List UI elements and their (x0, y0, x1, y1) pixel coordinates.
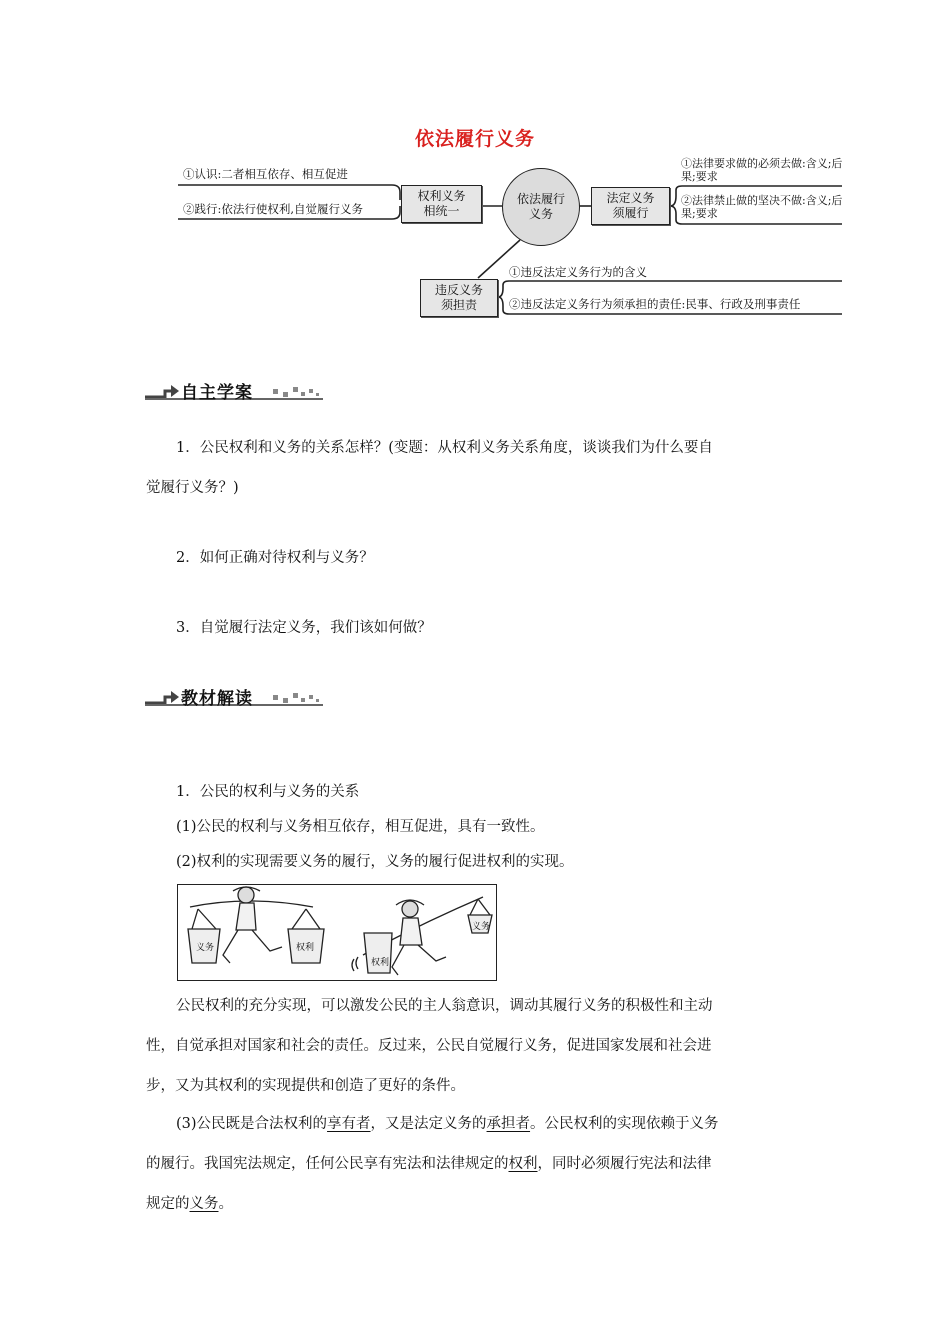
section-heading-self-study (143, 378, 325, 403)
point-1: (1)公民的权利与义务相互依存，相互促进，具有一致性。 (176, 819, 545, 835)
section-heading-label: 自主学案 (181, 383, 253, 403)
question-1: 1．公民权利和义务的关系怎样？(变题：从权利义务关系角度，谈谈我们为什么要自 (176, 440, 713, 456)
mindmap-center-line: 义务 (528, 207, 553, 221)
rights-duties-illustration (177, 884, 497, 981)
illustration-label: 权利 (371, 958, 390, 968)
text: ，又是法定义务的 (370, 1116, 487, 1132)
question-1-cont: 觉履行义务？) (146, 480, 239, 496)
mindmap-left-item-2: ②践行:依法行使权利,自觉履行义务 (183, 202, 364, 216)
mindmap-box-rights-duties (401, 185, 482, 223)
mindmap-box-line: 法定义务 (606, 191, 655, 205)
mindmap-box-line: 权利义务 (417, 189, 466, 203)
illustration-drawing (178, 885, 496, 980)
underlined-term: 享有者 (327, 1116, 371, 1132)
section-heading-label: 教材解读 (181, 689, 253, 709)
mindmap-right-item-1: ①法律要求做的必须去做:含义;后果;要求 (681, 157, 843, 183)
text: 。 (218, 1196, 233, 1212)
section-heading-textbook (143, 684, 325, 709)
question-3: 3．自觉履行法定义务，我们该如何做？ (176, 620, 432, 636)
text: 规定的 (146, 1196, 190, 1212)
illustration-label: 义务 (472, 922, 491, 932)
mindmap-center-line: 依法履行 (516, 192, 565, 206)
text: 。公民权利的实现依赖于义务 (530, 1116, 719, 1132)
illustration-label: 义务 (196, 943, 215, 953)
underlined-term: 义务 (189, 1196, 219, 1212)
text: 的履行。我国宪法规定，任何公民享有宪法和法律规定的 (146, 1156, 509, 1172)
mindmap-bottom-item-2: ②违反法定义务行为须承担的责任:民事、行政及刑事责任 (509, 297, 801, 311)
paragraph-1-line-3: 步，又为其权利的实现提供和创造了更好的条件。 (146, 1078, 465, 1094)
point-3-line-3 (146, 1194, 233, 1214)
mindmap-box-legal-duty (591, 187, 670, 225)
mindmap-box-line: 相统一 (423, 204, 460, 218)
illustration-label: 权利 (296, 943, 315, 953)
mindmap-left-item-1: ①认识:二者相互依存、相互促进 (183, 167, 348, 181)
mindmap-box-line: 违反义务 (434, 283, 483, 297)
mindmap-bottom-item-1: ①违反法定义务行为的含义 (509, 265, 647, 279)
text: ，同时必须履行宪法和法律 (537, 1156, 712, 1172)
point-2: (2)权利的实现需要义务的履行，义务的履行促进权利的实现。 (176, 854, 574, 870)
mindmap-box-line: 须担责 (440, 298, 477, 312)
underlined-term: 承担者 (486, 1116, 531, 1132)
mindmap-box-liability (420, 279, 498, 317)
question-2: 2．如何正确对待权利与义务？ (176, 550, 374, 566)
page-title: 依法履行义务 (414, 128, 535, 150)
mindmap-box-line: 须履行 (612, 206, 649, 220)
point-3-line-2 (146, 1154, 712, 1174)
paragraph-1-line-1: 公民权利的充分实现，可以激发公民的主人翁意识，调动其履行义务的积极性和主动 (176, 998, 713, 1014)
text: (3)公民既是合法权利的 (176, 1116, 328, 1132)
mindmap-center (502, 168, 580, 246)
subheading-relationship: 1．公民的权利与义务的关系 (176, 784, 360, 800)
point-3-line-1 (176, 1114, 719, 1134)
mindmap-right-item-2: ②法律禁止做的坚决不做:含义;后果;要求 (681, 194, 843, 220)
underlined-term: 权利 (508, 1156, 538, 1172)
paragraph-1-line-2: 性，自觉承担对国家和社会的责任。反过来，公民自觉履行义务，促进国家发展和社会进 (146, 1038, 712, 1054)
